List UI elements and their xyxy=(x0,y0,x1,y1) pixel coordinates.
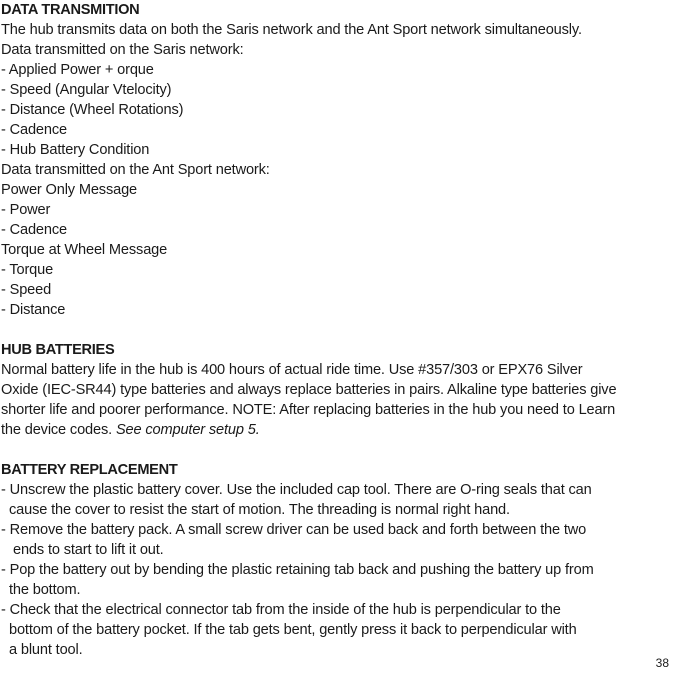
data-transmission-heading: DATA TRANSMITION xyxy=(1,2,140,18)
body-line: Data transmitted on the Ant Sport network: xyxy=(1,162,270,178)
step-line: - Check that the electrical connector tab from the inside of the hub is perpendicular to the xyxy=(1,602,561,618)
manual-page xyxy=(1,0,673,660)
step-line: - Unscrew the plastic battery cover. Use the included cap tool. There are O-ring seals that can xyxy=(1,482,592,498)
step-continuation: ends to start to lift it out. xyxy=(13,542,164,558)
list-item: - Hub Battery Condition xyxy=(1,142,150,158)
body-line: Oxide (IEC-SR44) type batteries and always replace batteries in pairs. Alkaline type batteries give xyxy=(1,382,617,398)
body-line: Normal battery life in the hub is 400 hours of actual ride time. Use #357/303 or EPX76 Silver xyxy=(1,362,583,378)
body-line: shorter life and poorer performance. NOTE: After replacing batteries in the hub you need to Learn xyxy=(1,402,616,418)
list-item: - Cadence xyxy=(1,122,67,138)
step-continuation: bottom of the battery pocket. If the tab gets bent, gently press it back to perpendicular with xyxy=(9,622,577,638)
battery-replacement-heading: BATTERY REPLACEMENT xyxy=(1,462,178,478)
hub-batteries-heading: HUB BATTERIES xyxy=(1,342,115,358)
list-item: - Applied Power + orque xyxy=(1,62,154,78)
body-line: The hub transmits data on both the Saris network and the Ant Sport network simultaneously. xyxy=(1,22,582,38)
list-item: - Speed xyxy=(1,282,52,298)
list-item: - Distance xyxy=(1,302,66,318)
list-item: - Speed (Angular Vtelocity) xyxy=(1,82,172,98)
step-continuation: the bottom. xyxy=(9,582,81,598)
list-item: - Torque xyxy=(1,262,54,278)
computer-setup-reference: See computer setup 5. xyxy=(115,422,260,438)
step-continuation: a blunt tool. xyxy=(9,642,83,658)
list-item: - Power xyxy=(1,202,51,218)
step-continuation: cause the cover to resist the start of motion. The threading is normal right hand. xyxy=(9,502,510,518)
body-text: the device codes. xyxy=(1,422,116,438)
step-line: - Pop the battery out by bending the plastic retaining tab back and pushing the battery up from xyxy=(1,562,594,578)
body-line xyxy=(1,420,673,440)
spacer xyxy=(1,320,673,340)
body-line: Power Only Message xyxy=(1,182,137,198)
list-item: - Distance (Wheel Rotations) xyxy=(1,102,184,118)
step-line: - Remove the battery pack. A small screw driver can be used back and forth between the two xyxy=(1,522,587,538)
body-line: Data transmitted on the Saris network: xyxy=(1,42,244,58)
spacer xyxy=(1,440,673,460)
body-line: Torque at Wheel Message xyxy=(1,242,168,258)
page-number: 38 xyxy=(655,656,669,670)
list-item: - Cadence xyxy=(1,222,67,238)
